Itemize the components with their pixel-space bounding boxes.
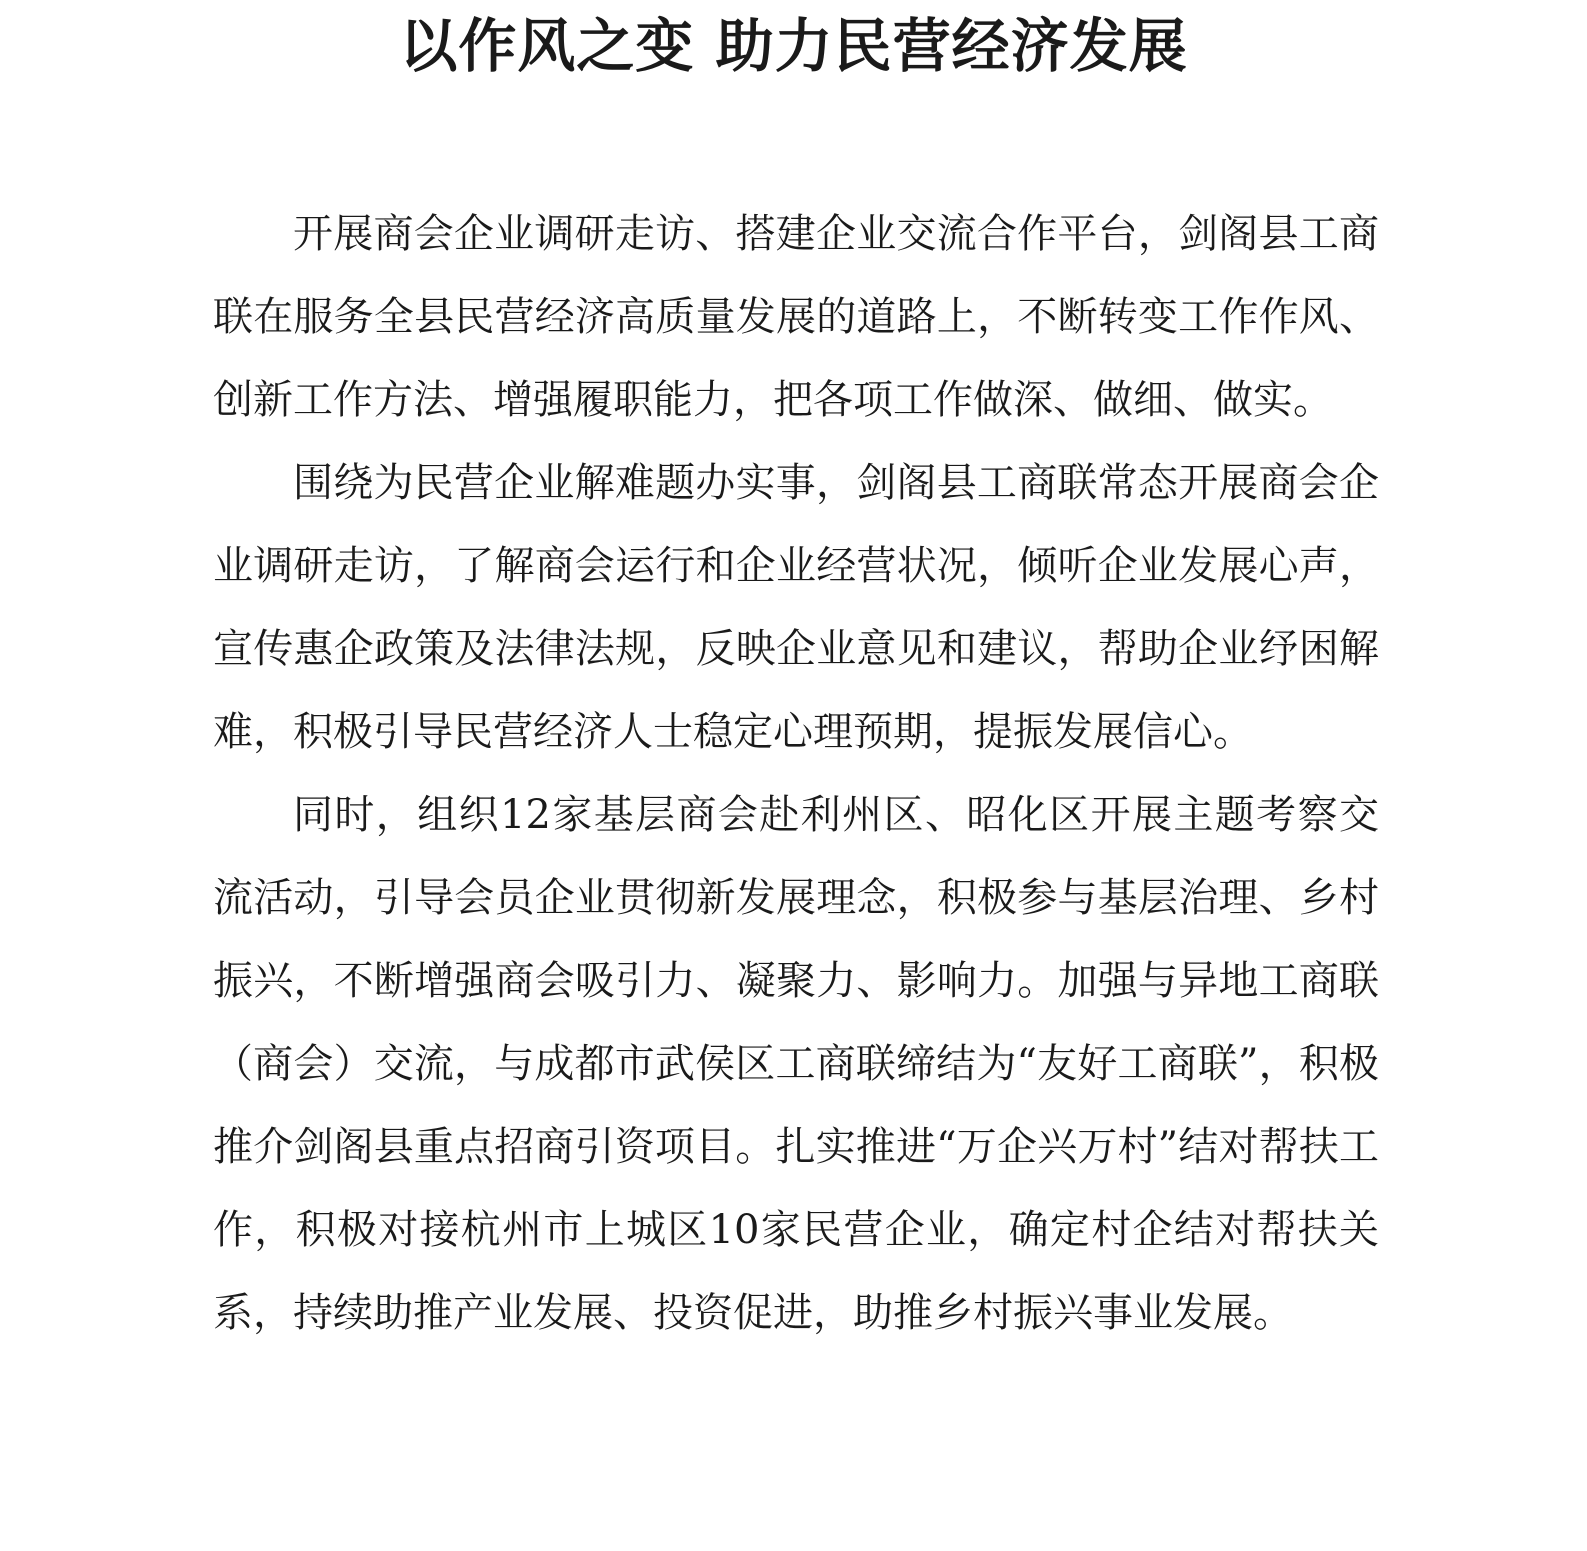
document-title: 以作风之变 助力民营经济发展 bbox=[399, 12, 1188, 80]
document-body bbox=[213, 193, 1379, 1355]
paragraph-2: 围绕为民营企业解难题办实事，剑阁县工商联常态开展商会企业调研走访，了解商会运行和企业经营状况，倾听企业发展心声，宣传惠企政策及法律法规，反映企业意见和建议，帮助企业纾困解难，积极引导民营经济人士稳定心理预期，提振发展信心。 bbox=[213, 460, 1379, 755]
paragraph-3: 同时，组织12家基层商会赴利州区、昭化区开展主题考察交流活动，引导会员企业贯彻新发展理念，积极参与基层治理、乡村振兴，不断增强商会吸引力、凝聚力、影响力。加强与异地工商联（商会）交流，与成都市武侯区工商联缔结为“友好工商联”，积极推介剑阁县重点招商引资项目。扎实推进“万企兴万村”结对帮扶工作，积极对接杭州市上城区10家民营企业，确定村企结对帮扶关系，持续助推产业发展、投资促进，助推乡村振兴事业发展。 bbox=[213, 792, 1379, 1336]
paragraph-1: 开展商会企业调研走访、搭建企业交流合作平台，剑阁县工商联在服务全县民营经济高质量发展的道路上，不断转变工作作风、创新工作方法、增强履职能力，把各项工作做深、做细、做实。 bbox=[213, 211, 1379, 423]
